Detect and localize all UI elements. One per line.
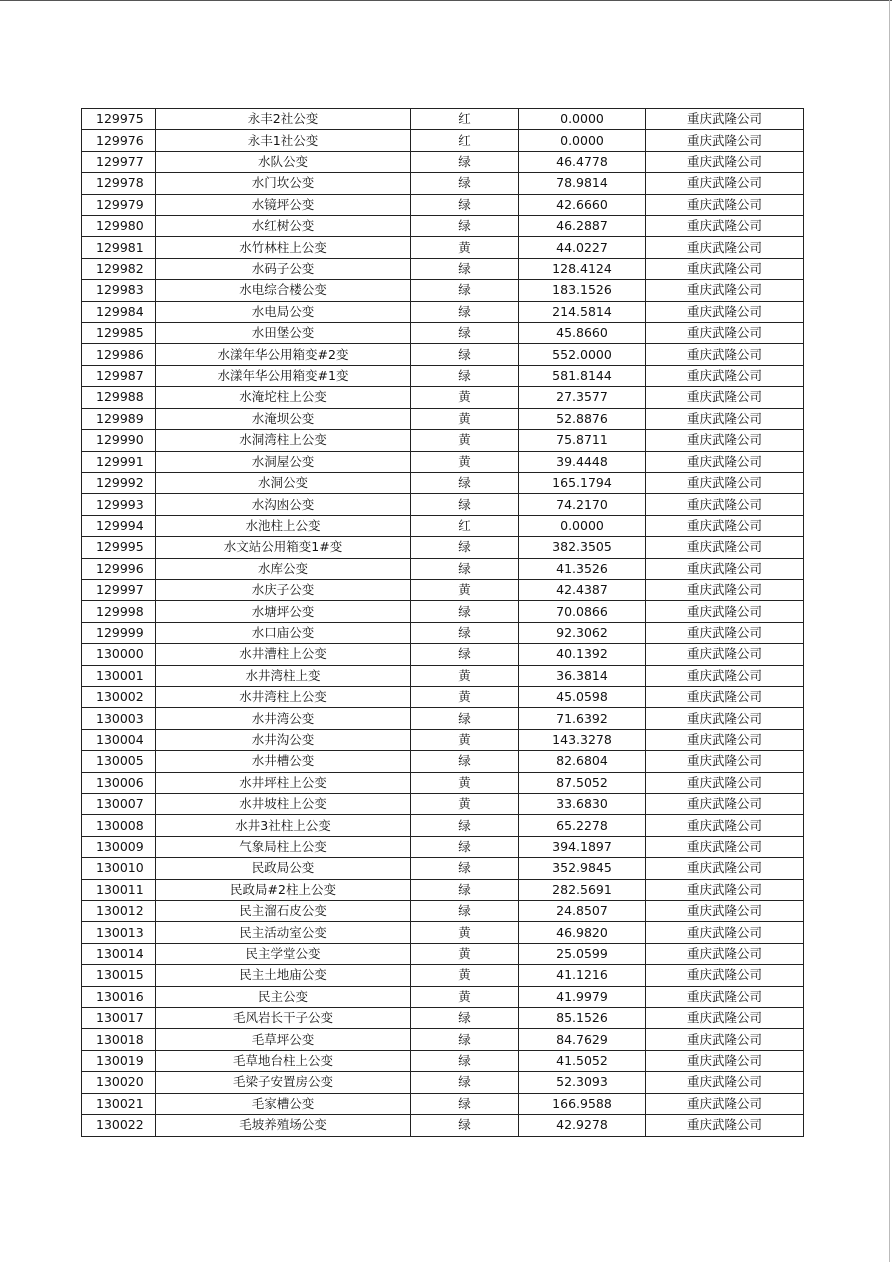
id-cell: 130009 bbox=[82, 836, 156, 857]
company-cell: 重庆武隆公司 bbox=[646, 387, 804, 408]
transformer-name-cell: 水井3社柱上公变 bbox=[156, 815, 411, 836]
value-cell: 143.3278 bbox=[519, 729, 646, 750]
status-color-cell: 黄 bbox=[411, 579, 519, 600]
transformer-name-cell: 水电综合楼公变 bbox=[156, 280, 411, 301]
company-cell: 重庆武隆公司 bbox=[646, 1093, 804, 1114]
transformer-name-cell: 水井沟公变 bbox=[156, 729, 411, 750]
company-cell: 重庆武隆公司 bbox=[646, 515, 804, 536]
value-cell: 165.1794 bbox=[519, 472, 646, 493]
table-row bbox=[82, 686, 804, 707]
transformer-name-cell: 毛坡养殖场公变 bbox=[156, 1115, 411, 1136]
id-cell: 130014 bbox=[82, 943, 156, 964]
status-color-cell: 绿 bbox=[411, 815, 519, 836]
table-body bbox=[82, 109, 804, 1137]
id-cell: 130008 bbox=[82, 815, 156, 836]
status-color-cell: 绿 bbox=[411, 344, 519, 365]
company-cell: 重庆武隆公司 bbox=[646, 1072, 804, 1093]
id-cell: 130005 bbox=[82, 751, 156, 772]
company-cell: 重庆武隆公司 bbox=[646, 558, 804, 579]
status-color-cell: 绿 bbox=[411, 708, 519, 729]
id-cell: 130002 bbox=[82, 686, 156, 707]
company-cell: 重庆武隆公司 bbox=[646, 280, 804, 301]
id-cell: 129983 bbox=[82, 280, 156, 301]
transformer-name-cell: 水洞湾柱上公变 bbox=[156, 430, 411, 451]
company-cell: 重庆武隆公司 bbox=[646, 708, 804, 729]
status-color-cell: 绿 bbox=[411, 622, 519, 643]
value-cell: 214.5814 bbox=[519, 301, 646, 322]
status-color-cell: 黄 bbox=[411, 772, 519, 793]
company-cell: 重庆武隆公司 bbox=[646, 537, 804, 558]
status-color-cell: 黄 bbox=[411, 922, 519, 943]
company-cell: 重庆武隆公司 bbox=[646, 751, 804, 772]
transformer-name-cell: 水洞屋公变 bbox=[156, 451, 411, 472]
transformer-name-cell: 水淹坨柱上公变 bbox=[156, 387, 411, 408]
transformer-name-cell: 水井湾柱上变 bbox=[156, 665, 411, 686]
value-cell: 84.7629 bbox=[519, 1029, 646, 1050]
value-cell: 45.8660 bbox=[519, 323, 646, 344]
value-cell: 282.5691 bbox=[519, 879, 646, 900]
id-cell: 129986 bbox=[82, 344, 156, 365]
value-cell: 85.1526 bbox=[519, 1008, 646, 1029]
company-cell: 重庆武隆公司 bbox=[646, 729, 804, 750]
transformer-name-cell: 水井湾柱上公变 bbox=[156, 686, 411, 707]
transformer-name-cell: 民主活动室公变 bbox=[156, 922, 411, 943]
page-top-border bbox=[0, 0, 892, 1]
status-color-cell: 绿 bbox=[411, 1008, 519, 1029]
value-cell: 0.0000 bbox=[519, 109, 646, 130]
transformer-name-cell: 毛梁子安置房公变 bbox=[156, 1072, 411, 1093]
company-cell: 重庆武隆公司 bbox=[646, 622, 804, 643]
company-cell: 重庆武隆公司 bbox=[646, 686, 804, 707]
value-cell: 46.2887 bbox=[519, 216, 646, 237]
value-cell: 27.3577 bbox=[519, 387, 646, 408]
transformer-name-cell: 永丰2社公变 bbox=[156, 109, 411, 130]
id-cell: 130015 bbox=[82, 965, 156, 986]
status-color-cell: 绿 bbox=[411, 216, 519, 237]
company-cell: 重庆武隆公司 bbox=[646, 173, 804, 194]
status-color-cell: 绿 bbox=[411, 494, 519, 515]
table-row bbox=[82, 665, 804, 686]
status-color-cell: 绿 bbox=[411, 1093, 519, 1114]
transformer-name-cell: 水竹林柱上公变 bbox=[156, 237, 411, 258]
page-right-border bbox=[889, 0, 890, 1262]
status-color-cell: 黄 bbox=[411, 237, 519, 258]
company-cell: 重庆武隆公司 bbox=[646, 430, 804, 451]
id-cell: 130010 bbox=[82, 858, 156, 879]
table-row bbox=[82, 772, 804, 793]
id-cell: 129990 bbox=[82, 430, 156, 451]
company-cell: 重庆武隆公司 bbox=[646, 451, 804, 472]
company-cell: 重庆武隆公司 bbox=[646, 323, 804, 344]
table-row bbox=[82, 151, 804, 172]
id-cell: 130003 bbox=[82, 708, 156, 729]
transformer-name-cell: 水塘坪公变 bbox=[156, 601, 411, 622]
status-color-cell: 绿 bbox=[411, 858, 519, 879]
id-cell: 129989 bbox=[82, 408, 156, 429]
table-row bbox=[82, 301, 804, 322]
company-cell: 重庆武隆公司 bbox=[646, 494, 804, 515]
company-cell: 重庆武隆公司 bbox=[646, 1008, 804, 1029]
table-row bbox=[82, 1029, 804, 1050]
transformer-name-cell: 气象局柱上公变 bbox=[156, 836, 411, 857]
table-row bbox=[82, 558, 804, 579]
id-cell: 130021 bbox=[82, 1093, 156, 1114]
table-row bbox=[82, 1050, 804, 1071]
value-cell: 166.9588 bbox=[519, 1093, 646, 1114]
table-row bbox=[82, 922, 804, 943]
table-row bbox=[82, 965, 804, 986]
transformer-name-cell: 永丰1社公变 bbox=[156, 130, 411, 151]
id-cell: 129991 bbox=[82, 451, 156, 472]
status-color-cell: 绿 bbox=[411, 301, 519, 322]
id-cell: 129985 bbox=[82, 323, 156, 344]
id-cell: 130004 bbox=[82, 729, 156, 750]
transformer-name-cell: 水漾年华公用箱变#1变 bbox=[156, 365, 411, 386]
company-cell: 重庆武隆公司 bbox=[646, 879, 804, 900]
table-row bbox=[82, 879, 804, 900]
value-cell: 40.1392 bbox=[519, 644, 646, 665]
company-cell: 重庆武隆公司 bbox=[646, 772, 804, 793]
value-cell: 41.1216 bbox=[519, 965, 646, 986]
id-cell: 129988 bbox=[82, 387, 156, 408]
value-cell: 78.9814 bbox=[519, 173, 646, 194]
table-row bbox=[82, 986, 804, 1007]
company-cell: 重庆武隆公司 bbox=[646, 472, 804, 493]
status-color-cell: 绿 bbox=[411, 365, 519, 386]
transformer-name-cell: 水码子公变 bbox=[156, 258, 411, 279]
value-cell: 92.3062 bbox=[519, 622, 646, 643]
value-cell: 87.5052 bbox=[519, 772, 646, 793]
table-row bbox=[82, 494, 804, 515]
company-cell: 重庆武隆公司 bbox=[646, 151, 804, 172]
transformer-name-cell: 水淹坝公变 bbox=[156, 408, 411, 429]
status-color-cell: 绿 bbox=[411, 1115, 519, 1136]
value-cell: 352.9845 bbox=[519, 858, 646, 879]
id-cell: 129981 bbox=[82, 237, 156, 258]
status-color-cell: 绿 bbox=[411, 194, 519, 215]
value-cell: 39.4448 bbox=[519, 451, 646, 472]
company-cell: 重庆武隆公司 bbox=[646, 237, 804, 258]
status-color-cell: 绿 bbox=[411, 537, 519, 558]
company-cell: 重庆武隆公司 bbox=[646, 794, 804, 815]
table-row bbox=[82, 644, 804, 665]
transformer-name-cell: 水红树公变 bbox=[156, 216, 411, 237]
value-cell: 581.8144 bbox=[519, 365, 646, 386]
value-cell: 128.4124 bbox=[519, 258, 646, 279]
transformer-name-cell: 民主土地庙公变 bbox=[156, 965, 411, 986]
table-row bbox=[82, 194, 804, 215]
status-color-cell: 绿 bbox=[411, 151, 519, 172]
table-row bbox=[82, 344, 804, 365]
id-cell: 129993 bbox=[82, 494, 156, 515]
id-cell: 130011 bbox=[82, 879, 156, 900]
status-color-cell: 绿 bbox=[411, 558, 519, 579]
transformer-name-cell: 水电局公变 bbox=[156, 301, 411, 322]
id-cell: 129987 bbox=[82, 365, 156, 386]
table-row bbox=[82, 729, 804, 750]
company-cell: 重庆武隆公司 bbox=[646, 194, 804, 215]
id-cell: 130007 bbox=[82, 794, 156, 815]
id-cell: 130019 bbox=[82, 1050, 156, 1071]
transformer-name-cell: 水井坪柱上公变 bbox=[156, 772, 411, 793]
status-color-cell: 绿 bbox=[411, 173, 519, 194]
transformer-name-cell: 水井槽公变 bbox=[156, 751, 411, 772]
value-cell: 41.5052 bbox=[519, 1050, 646, 1071]
transformer-name-cell: 水洞公变 bbox=[156, 472, 411, 493]
transformer-name-cell: 水庆子公变 bbox=[156, 579, 411, 600]
company-cell: 重庆武隆公司 bbox=[646, 1029, 804, 1050]
value-cell: 46.4778 bbox=[519, 151, 646, 172]
status-color-cell: 黄 bbox=[411, 686, 519, 707]
status-color-cell: 绿 bbox=[411, 280, 519, 301]
status-color-cell: 黄 bbox=[411, 986, 519, 1007]
transformer-name-cell: 水库公变 bbox=[156, 558, 411, 579]
id-cell: 130016 bbox=[82, 986, 156, 1007]
table-row bbox=[82, 258, 804, 279]
table-row bbox=[82, 451, 804, 472]
company-cell: 重庆武隆公司 bbox=[646, 408, 804, 429]
status-color-cell: 黄 bbox=[411, 430, 519, 451]
value-cell: 382.3505 bbox=[519, 537, 646, 558]
table-row bbox=[82, 472, 804, 493]
id-cell: 129976 bbox=[82, 130, 156, 151]
table-row bbox=[82, 323, 804, 344]
status-color-cell: 绿 bbox=[411, 1050, 519, 1071]
status-color-cell: 黄 bbox=[411, 794, 519, 815]
status-color-cell: 绿 bbox=[411, 472, 519, 493]
status-color-cell: 绿 bbox=[411, 601, 519, 622]
value-cell: 24.8507 bbox=[519, 901, 646, 922]
status-color-cell: 黄 bbox=[411, 965, 519, 986]
table-row bbox=[82, 1072, 804, 1093]
id-cell: 130012 bbox=[82, 901, 156, 922]
table-row bbox=[82, 280, 804, 301]
status-color-cell: 绿 bbox=[411, 901, 519, 922]
transformer-name-cell: 水沟凼公变 bbox=[156, 494, 411, 515]
id-cell: 129998 bbox=[82, 601, 156, 622]
transformer-name-cell: 民政局#2柱上公变 bbox=[156, 879, 411, 900]
table-row bbox=[82, 408, 804, 429]
transformer-name-cell: 毛家槽公变 bbox=[156, 1093, 411, 1114]
status-color-cell: 黄 bbox=[411, 408, 519, 429]
company-cell: 重庆武隆公司 bbox=[646, 858, 804, 879]
value-cell: 71.6392 bbox=[519, 708, 646, 729]
company-cell: 重庆武隆公司 bbox=[646, 986, 804, 1007]
table-row bbox=[82, 622, 804, 643]
value-cell: 44.0227 bbox=[519, 237, 646, 258]
table-row bbox=[82, 601, 804, 622]
transformer-name-cell: 水井漕柱上公变 bbox=[156, 644, 411, 665]
value-cell: 25.0599 bbox=[519, 943, 646, 964]
id-cell: 129975 bbox=[82, 109, 156, 130]
id-cell: 129982 bbox=[82, 258, 156, 279]
id-cell: 129984 bbox=[82, 301, 156, 322]
status-color-cell: 红 bbox=[411, 130, 519, 151]
value-cell: 45.0598 bbox=[519, 686, 646, 707]
status-color-cell: 黄 bbox=[411, 451, 519, 472]
company-cell: 重庆武隆公司 bbox=[646, 365, 804, 386]
table-row bbox=[82, 579, 804, 600]
value-cell: 41.9979 bbox=[519, 986, 646, 1007]
table-row bbox=[82, 815, 804, 836]
transformer-name-cell: 水井湾公变 bbox=[156, 708, 411, 729]
table-row bbox=[82, 537, 804, 558]
table-row bbox=[82, 901, 804, 922]
id-cell: 130001 bbox=[82, 665, 156, 686]
value-cell: 33.6830 bbox=[519, 794, 646, 815]
id-cell: 130017 bbox=[82, 1008, 156, 1029]
status-color-cell: 绿 bbox=[411, 836, 519, 857]
transformer-name-cell: 民主溜石皮公变 bbox=[156, 901, 411, 922]
transformer-name-cell: 民政局公变 bbox=[156, 858, 411, 879]
transformer-name-cell: 水口庙公变 bbox=[156, 622, 411, 643]
table-row bbox=[82, 387, 804, 408]
company-cell: 重庆武隆公司 bbox=[646, 965, 804, 986]
value-cell: 36.3814 bbox=[519, 665, 646, 686]
table-row bbox=[82, 1008, 804, 1029]
value-cell: 552.0000 bbox=[519, 344, 646, 365]
table-row bbox=[82, 794, 804, 815]
company-cell: 重庆武隆公司 bbox=[646, 815, 804, 836]
table-row bbox=[82, 109, 804, 130]
id-cell: 129978 bbox=[82, 173, 156, 194]
status-color-cell: 黄 bbox=[411, 943, 519, 964]
value-cell: 82.6804 bbox=[519, 751, 646, 772]
value-cell: 394.1897 bbox=[519, 836, 646, 857]
id-cell: 129997 bbox=[82, 579, 156, 600]
table-row bbox=[82, 237, 804, 258]
status-color-cell: 绿 bbox=[411, 323, 519, 344]
id-cell: 129994 bbox=[82, 515, 156, 536]
transformer-name-cell: 毛草坪公变 bbox=[156, 1029, 411, 1050]
status-color-cell: 红 bbox=[411, 109, 519, 130]
id-cell: 130020 bbox=[82, 1072, 156, 1093]
status-color-cell: 黄 bbox=[411, 729, 519, 750]
table-row bbox=[82, 173, 804, 194]
id-cell: 130022 bbox=[82, 1115, 156, 1136]
id-cell: 129999 bbox=[82, 622, 156, 643]
table-row bbox=[82, 751, 804, 772]
company-cell: 重庆武隆公司 bbox=[646, 922, 804, 943]
id-cell: 129980 bbox=[82, 216, 156, 237]
table-row bbox=[82, 430, 804, 451]
transformer-name-cell: 水文站公用箱变1#变 bbox=[156, 537, 411, 558]
company-cell: 重庆武隆公司 bbox=[646, 301, 804, 322]
table-row bbox=[82, 943, 804, 964]
transformer-name-cell: 民主学堂公变 bbox=[156, 943, 411, 964]
value-cell: 42.6660 bbox=[519, 194, 646, 215]
value-cell: 52.8876 bbox=[519, 408, 646, 429]
value-cell: 70.0866 bbox=[519, 601, 646, 622]
value-cell: 42.4387 bbox=[519, 579, 646, 600]
table-row bbox=[82, 216, 804, 237]
company-cell: 重庆武隆公司 bbox=[646, 109, 804, 130]
id-cell: 130000 bbox=[82, 644, 156, 665]
value-cell: 183.1526 bbox=[519, 280, 646, 301]
transformer-name-cell: 水田堡公变 bbox=[156, 323, 411, 344]
status-color-cell: 绿 bbox=[411, 1072, 519, 1093]
id-cell: 130018 bbox=[82, 1029, 156, 1050]
id-cell: 129996 bbox=[82, 558, 156, 579]
table-row bbox=[82, 515, 804, 536]
transformer-name-cell: 毛草地台柱上公变 bbox=[156, 1050, 411, 1071]
status-color-cell: 绿 bbox=[411, 751, 519, 772]
transformer-table bbox=[81, 108, 804, 1137]
company-cell: 重庆武隆公司 bbox=[646, 344, 804, 365]
value-cell: 46.9820 bbox=[519, 922, 646, 943]
value-cell: 0.0000 bbox=[519, 130, 646, 151]
company-cell: 重庆武隆公司 bbox=[646, 1050, 804, 1071]
company-cell: 重庆武隆公司 bbox=[646, 644, 804, 665]
company-cell: 重庆武隆公司 bbox=[646, 258, 804, 279]
id-cell: 129977 bbox=[82, 151, 156, 172]
company-cell: 重庆武隆公司 bbox=[646, 1115, 804, 1136]
value-cell: 52.3093 bbox=[519, 1072, 646, 1093]
value-cell: 42.9278 bbox=[519, 1115, 646, 1136]
company-cell: 重庆武隆公司 bbox=[646, 665, 804, 686]
value-cell: 75.8711 bbox=[519, 430, 646, 451]
status-color-cell: 红 bbox=[411, 515, 519, 536]
company-cell: 重庆武隆公司 bbox=[646, 130, 804, 151]
value-cell: 74.2170 bbox=[519, 494, 646, 515]
transformer-name-cell: 水队公变 bbox=[156, 151, 411, 172]
table-row bbox=[82, 1115, 804, 1136]
table-row bbox=[82, 858, 804, 879]
company-cell: 重庆武隆公司 bbox=[646, 901, 804, 922]
transformer-name-cell: 水漾年华公用箱变#2变 bbox=[156, 344, 411, 365]
value-cell: 65.2278 bbox=[519, 815, 646, 836]
table-row bbox=[82, 130, 804, 151]
status-color-cell: 绿 bbox=[411, 1029, 519, 1050]
table-row bbox=[82, 836, 804, 857]
company-cell: 重庆武隆公司 bbox=[646, 216, 804, 237]
status-color-cell: 绿 bbox=[411, 258, 519, 279]
company-cell: 重庆武隆公司 bbox=[646, 579, 804, 600]
transformer-name-cell: 水门坎公变 bbox=[156, 173, 411, 194]
value-cell: 41.3526 bbox=[519, 558, 646, 579]
value-cell: 0.0000 bbox=[519, 515, 646, 536]
company-cell: 重庆武隆公司 bbox=[646, 601, 804, 622]
status-color-cell: 黄 bbox=[411, 387, 519, 408]
transformer-name-cell: 水镜坪公变 bbox=[156, 194, 411, 215]
table-row bbox=[82, 708, 804, 729]
id-cell: 130006 bbox=[82, 772, 156, 793]
id-cell: 129995 bbox=[82, 537, 156, 558]
transformer-name-cell: 水池柱上公变 bbox=[156, 515, 411, 536]
status-color-cell: 绿 bbox=[411, 879, 519, 900]
status-color-cell: 绿 bbox=[411, 644, 519, 665]
status-color-cell: 黄 bbox=[411, 665, 519, 686]
transformer-name-cell: 水井坡柱上公变 bbox=[156, 794, 411, 815]
company-cell: 重庆武隆公司 bbox=[646, 943, 804, 964]
transformer-name-cell: 毛风岩长干子公变 bbox=[156, 1008, 411, 1029]
id-cell: 130013 bbox=[82, 922, 156, 943]
table-row bbox=[82, 365, 804, 386]
transformer-name-cell: 民主公变 bbox=[156, 986, 411, 1007]
id-cell: 129979 bbox=[82, 194, 156, 215]
id-cell: 129992 bbox=[82, 472, 156, 493]
company-cell: 重庆武隆公司 bbox=[646, 836, 804, 857]
table-row bbox=[82, 1093, 804, 1114]
